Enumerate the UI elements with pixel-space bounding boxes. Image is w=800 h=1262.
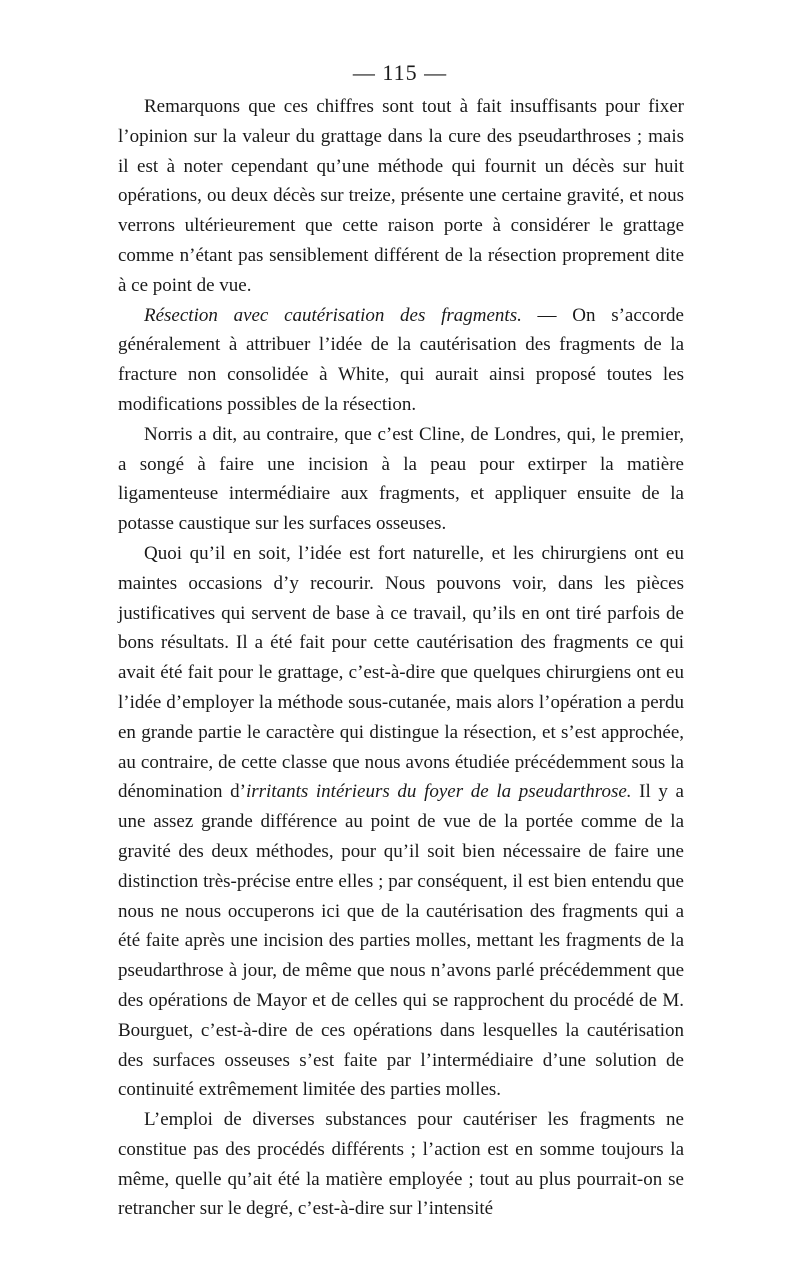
paragraph-2 <box>118 301 684 420</box>
page-number: — 115 — <box>352 60 448 85</box>
italic-phrase: irritants intérieurs du foyer de la pseudarthrose. <box>245 781 632 803</box>
section-heading: Résection avec cautérisation des fragments. <box>144 304 522 326</box>
paragraph-2-text: — On s’accorde généralement à attribuer l’idée de la cautérisation des fragments de la fracture non consolidée à White, qui aurait ainsi proposé toutes les modifications possibles de la résection. <box>118 304 684 415</box>
paragraph-5: L’emploi de diverses substances pour cautériser les fragments ne constitue pas des procédés différents ; l’action est en somme toujours la même, quelle qu’ait été la matière employée ; tout au plus pourrait-on se retrancher sur le degré, c’est-à-dire sur l’intensité <box>118 1109 684 1220</box>
paragraph-4 <box>118 539 684 1105</box>
paragraph-4-text-after: Il y a une assez grande différence au point de vue de la portée comme de la gravité des deux méthodes, pour qu’il soit bien nécessaire de faire une distinction très-précise entre elles ; par conséquent, il est bien entendu que nous ne nous occuperons ici que de la cautérisation des fragments qui a été faite après une incision des parties molles, mettant les fragments de la pseudarthrose à jour, de même que nous n’avons parlé précédemment que des opérations de Mayor et de celles qui se rapprochent du procédé de M. Bourguet, c’est-à-dire de ces opérations dans lesquelles la cautérisation des surfaces osseuses s’est faite par l’intermédiaire d’une solution de continuité extrêmement limitée des parties molles. <box>118 781 684 1101</box>
paragraph-1: Remarquons que ces chiffres sont tout à fait insuffisants pour fixer l’opinion sur la valeur du grattage dans la cure des pseudarthroses ; mais il est à noter cependant qu’une méthode qui fournit un décès sur huit opérations, ou deux décès sur treize, présente une certaine gravité, et nous verrons ultérieurement que cette raison porte à considérer le grattage comme n’étant pas sensiblement différent de la résection proprement dite à ce point de vue. <box>118 96 684 296</box>
paragraph-4-text: Quoi qu’il en soit, l’idée est fort naturelle, et les chirurgiens ont eu maintes occasions d’y recourir. Nous pouvons voir, dans les pièces justificatives qui servent de base à ce travail, qu’ils en ont tiré parfois de bons résultats. Il a été fait pour cette cautérisation des fragments ce qui avait été fait pour le grattage, c’est-à-dire que quelques chirurgiens ont eu l’idée d’employer la méthode sous-cutanée, mais alors l’opération a perdu en grande partie le caractère qui distingue la résection, et s’est approchée, au contraire, de cette classe que nous avons étudiée précédemment sous la dénomination d’ <box>118 542 684 803</box>
body-text <box>118 92 684 1224</box>
paragraph-3: Norris a dit, au contraire, que c’est Cline, de Londres, qui, le premier, a songé à faire une incision à la peau pour extirper la matière ligamenteuse intermédiaire aux fragments, et appliquer ensuite de la potasse caustique sur les surfaces osseuses. <box>118 423 684 535</box>
